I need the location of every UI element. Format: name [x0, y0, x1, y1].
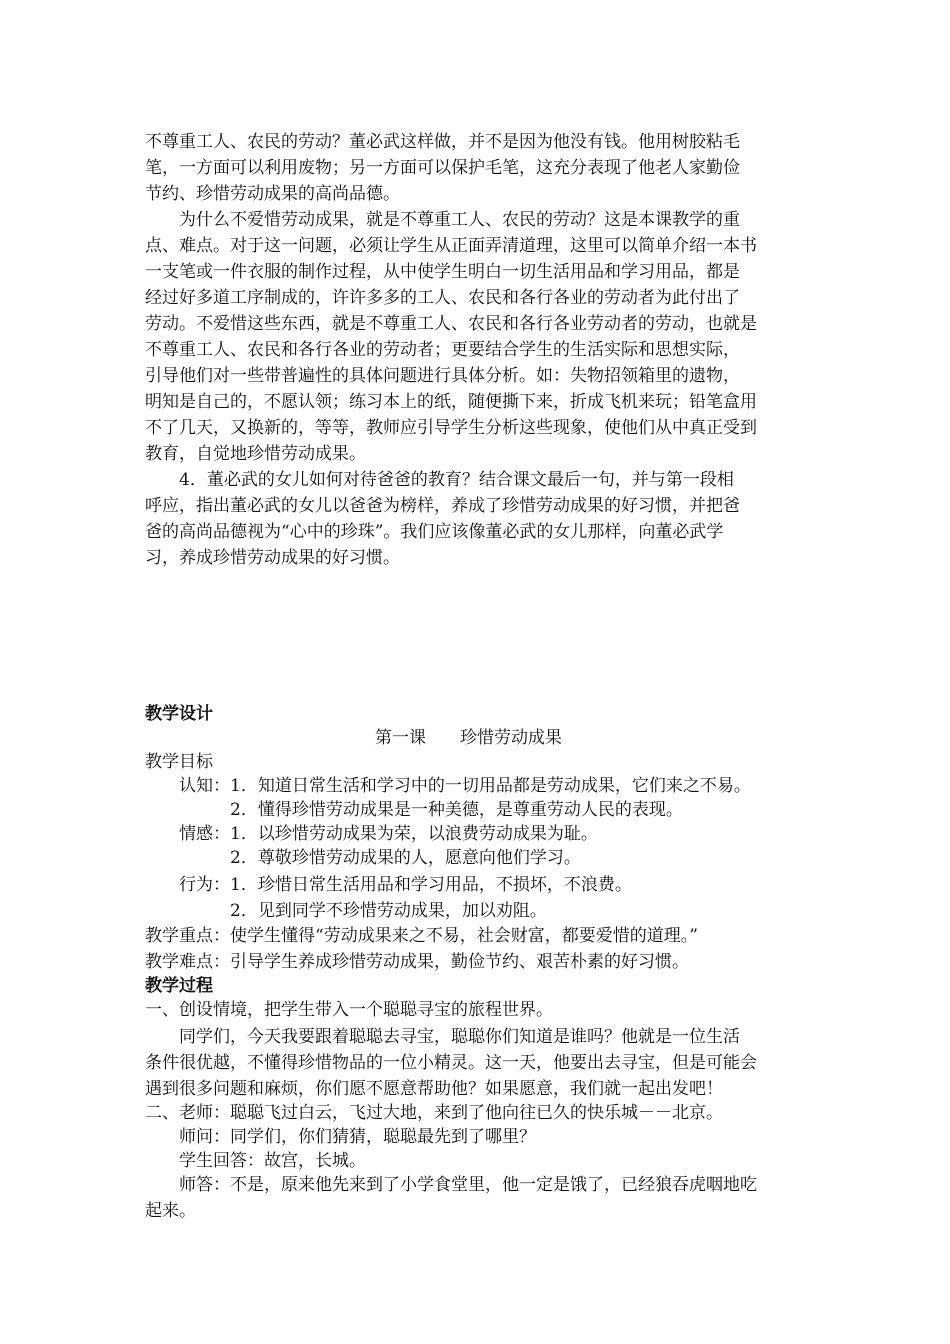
- process-line: 二、老师：聪聪飞过白云，飞过大地，来到了他向往已久的快乐城－－北京。: [145, 1103, 723, 1123]
- goal-line: 2．懂得珍惜劳动成果是一种美德，是尊重劳动人民的表现。: [145, 800, 683, 820]
- paragraph-line: 经过好多道工序制成的，许许多多的工人、农民和各行各业的劳动者为此付出了: [145, 288, 740, 308]
- paragraph-line: 劳动。不爱惜这些东西，就是不尊重工人、农民和各行各业劳动者的劳动，也就是: [145, 314, 757, 334]
- paragraph-line: 明知是自己的，不愿认领；练习本上的纸，随便撕下来，折成飞机来玩；铅笔盒用: [145, 392, 757, 412]
- goal-line: 2．尊敬珍惜劳动成果的人，愿意向他们学习。: [145, 848, 581, 868]
- paragraph-line: 点、难点。对于这一问题，必须让学生从正面弄清道理，这里可以简单介绍一本书: [145, 236, 757, 256]
- process-line: 一、创设情境，把学生带入一个聪聪寻宝的旅程世界。: [145, 1000, 553, 1020]
- goal-line: 2．见到同学不珍惜劳动成果，加以劝阻。: [145, 901, 547, 921]
- lesson-title: 第一课 珍惜劳动成果: [375, 728, 562, 748]
- process-heading: 教学过程: [145, 976, 213, 996]
- paragraph-line: 一支笔或一件衣服的制作过程，从中使学生明白一切生活用品和学习用品，都是: [145, 262, 740, 282]
- paragraph-line: 不尊重工人、农民和各行各业的劳动者；更要结合学生的生活实际和思想实际，: [145, 340, 740, 360]
- paragraph-line: 习，养成珍惜劳动成果的好习惯。: [145, 548, 400, 568]
- paragraph-line: 教育，自觉地珍惜劳动成果。: [145, 444, 366, 464]
- paragraph-line: 爸的高尚品德视为“心中的珍珠”。我们应该像董必武的女儿那样，向董必武学: [145, 522, 724, 542]
- paragraph-line: 为什么不爱惜劳动成果，就是不尊重工人、农民的劳动？这是本课教学的重: [145, 210, 740, 230]
- paragraph-line: 呼应，指出董必武的女儿以爸爸为榜样，养成了珍惜劳动成果的好习惯，并把爸: [145, 496, 740, 516]
- goal-line: 行为：1．珍惜日常生活用品和学习用品，不损坏，不浪费。: [145, 875, 632, 895]
- process-line: 师答：不是，原来他先来到了小学食堂里，他一定是饿了，已经狼吞虎咽地吃: [145, 1175, 757, 1195]
- process-line: 同学们，今天我要跟着聪聪去寻宝，聪聪你们知道是谁吗？他就是一位生活: [145, 1027, 740, 1047]
- process-line: 条件很优越，不懂得珍惜物品的一位小精灵。这一天，他要出去寻宝，但是可能会: [145, 1053, 757, 1073]
- section-heading: 教学设计: [145, 704, 213, 724]
- paragraph-line: 笔，一方面可以利用废物；另一方面可以保护毛笔，这充分表现了他老人家勤俭: [145, 158, 740, 178]
- paragraph-line: 引导他们对一些带普遍性的具体问题进行具体分析。如：失物招领箱里的遗物，: [145, 366, 740, 386]
- process-line: 起来。: [145, 1201, 196, 1221]
- goal-line: 情感：1．以珍惜劳动成果为荣，以浪费劳动成果为耻。: [145, 824, 598, 844]
- process-line: 遇到很多问题和麻烦，你们愿不愿意帮助他？如果愿意，我们就一起出发吧！: [145, 1079, 723, 1099]
- paragraph-line: 不了几天，又换新的，等等，教师应引导学生分析这些现象，使他们从中真正受到: [145, 418, 757, 438]
- paragraph-line: 4．董必武的女儿如何对待爸爸的教育？结合课文最后一句，并与第一段相: [145, 470, 734, 490]
- paragraph-line: 节约、珍惜劳动成果的高尚品德。: [145, 184, 400, 204]
- process-line: 师问：同学们，你们猜猜，聪聪最先到了哪里？: [145, 1127, 536, 1147]
- goals-heading: 教学目标: [145, 752, 213, 772]
- goal-line: 认知：1．知道日常生活和学习中的一切用品都是劳动成果，它们来之不易。: [145, 776, 751, 796]
- paragraph-line: 不尊重工人、农民的劳动？董必武这样做，并不是因为他没有钱。他用树胶粘毛: [145, 132, 740, 152]
- difficulty: 教学难点：引导学生养成珍惜劳动成果，勤俭节约、艰苦朴素的好习惯。: [145, 952, 689, 972]
- key-point: 教学重点：使学生懂得“劳动成果来之不易，社会财富，都要爱惜的道理。”: [145, 926, 698, 946]
- process-line: 学生回答：故宫，长城。: [145, 1151, 366, 1171]
